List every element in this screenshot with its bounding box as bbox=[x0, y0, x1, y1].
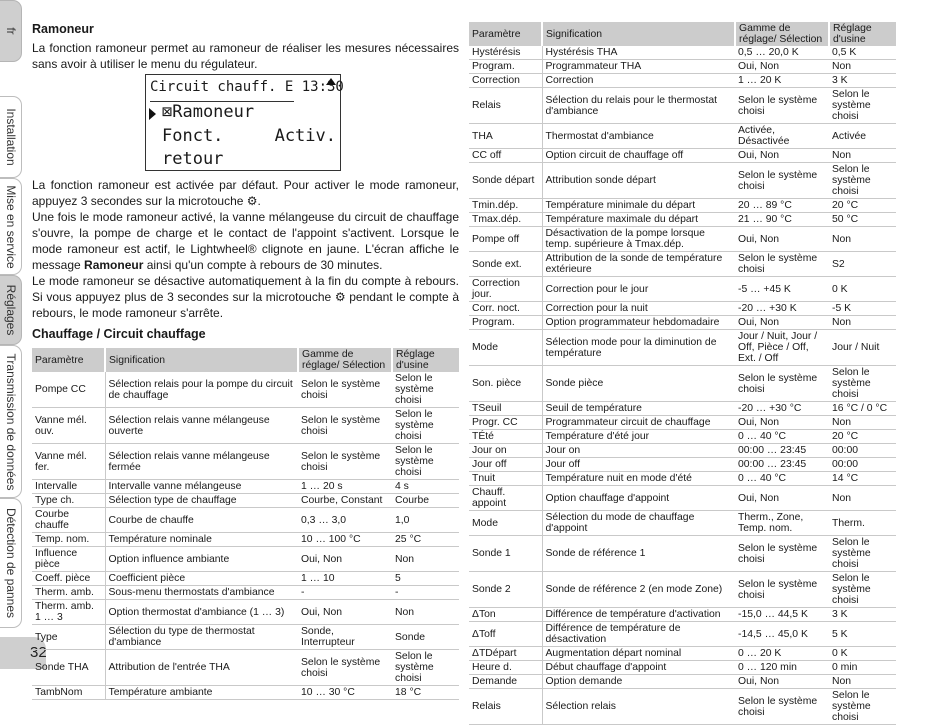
cell-signification: Thermostat d'ambiance bbox=[542, 124, 735, 149]
cell-parametre: Intervalle bbox=[32, 480, 105, 494]
table-row bbox=[469, 689, 896, 725]
cell-gamme: Selon le système choisi bbox=[735, 689, 829, 725]
cell-parametre: Sonde 1 bbox=[469, 536, 542, 572]
cell-gamme: Selon le système choisi bbox=[298, 372, 392, 408]
cell-gamme: 00:00 … 23:45 bbox=[735, 444, 829, 458]
col-header-gamme: Gamme de réglage/ Sélection bbox=[735, 22, 829, 46]
table-row bbox=[32, 533, 459, 547]
paragraph-intro: La fonction ramoneur permet au ramoneur de réaliser les mesures nécessaires sans avoir à utiliser le menu du régulateur. bbox=[32, 41, 459, 71]
lcd-header: Circuit chauff. E 13:30 bbox=[150, 79, 344, 95]
page-number: 32 bbox=[0, 637, 46, 669]
cell-reglage: 20 °C bbox=[829, 199, 896, 213]
table-row bbox=[469, 199, 896, 213]
cell-signification: Sélection du relais pour le thermostat d'ambiance bbox=[542, 88, 735, 124]
table-row bbox=[469, 472, 896, 486]
table-row bbox=[469, 163, 896, 199]
table-row bbox=[469, 213, 896, 227]
cell-gamme: Jour / Nuit, Jour / Off, Pièce / Off, Ext. / Off bbox=[735, 330, 829, 366]
cell-signification: Programmateur circuit de chauffage bbox=[542, 416, 735, 430]
cell-reglage: 0 min bbox=[829, 661, 896, 675]
cell-signification: Température minimale du départ bbox=[542, 199, 735, 213]
cell-parametre: Mode bbox=[469, 330, 542, 366]
cell-gamme: 21 … 90 °C bbox=[735, 213, 829, 227]
cell-reglage: Non bbox=[392, 600, 459, 625]
cell-parametre: Corr. noct. bbox=[469, 302, 542, 316]
cell-gamme: - bbox=[298, 586, 392, 600]
cell-gamme: -20 … +30 K bbox=[735, 302, 829, 316]
lcd-line-retour: retour bbox=[162, 149, 224, 169]
table-row bbox=[32, 372, 459, 408]
lcd-line-activ: Activ. bbox=[274, 126, 336, 146]
cell-parametre: Type ch. bbox=[32, 494, 105, 508]
cell-signification: Sous-menu thermostats d'ambiance bbox=[105, 586, 298, 600]
cell-reglage: Jour / Nuit bbox=[829, 330, 896, 366]
cell-parametre: TSeuil bbox=[469, 402, 542, 416]
cell-reglage: Non bbox=[829, 486, 896, 511]
cell-parametre: Hystérésis bbox=[469, 46, 542, 60]
table-row bbox=[469, 149, 896, 163]
cell-signification: Sélection relais vanne mélangeuse ouverte bbox=[105, 408, 298, 444]
cell-parametre: CC off bbox=[469, 149, 542, 163]
cell-signification: Option programmateur hebdomadaire bbox=[542, 316, 735, 330]
section-title-ramoneur: Ramoneur bbox=[32, 22, 94, 36]
tab-reglages[interactable]: Réglages bbox=[0, 275, 22, 345]
cursor-arrow-icon bbox=[149, 108, 156, 120]
table-row bbox=[32, 480, 459, 494]
cell-reglage: Non bbox=[392, 547, 459, 572]
col-header-signification: Signification bbox=[542, 22, 735, 46]
table-row bbox=[469, 416, 896, 430]
table-row bbox=[469, 430, 896, 444]
cell-parametre: Vanne mél. fer. bbox=[32, 444, 105, 480]
paragraph-activation: La fonction ramoneur est activée par défaut. Pour activer le mode ramoneur, appuyez 3 secondes sur la microtouche ⚙. bbox=[32, 178, 459, 208]
cell-gamme: Oui, Non bbox=[735, 149, 829, 163]
cell-parametre: Therm. amb. 1 … 3 bbox=[32, 600, 105, 625]
cell-signification: Correction pour le jour bbox=[542, 277, 735, 302]
lcd-line-fonct: Fonct. bbox=[162, 126, 224, 146]
cell-reglage: Selon le système choisi bbox=[392, 444, 459, 480]
table-row bbox=[469, 511, 896, 536]
cell-reglage: Non bbox=[829, 149, 896, 163]
chapter-tabs bbox=[0, 0, 24, 669]
chauffage-table bbox=[32, 348, 459, 700]
table-row bbox=[32, 686, 459, 700]
cell-gamme: -15,0 … 44,5 K bbox=[735, 608, 829, 622]
cell-signification: Attribution de la sonde de température extérieure bbox=[542, 252, 735, 277]
cell-gamme: Selon le système choisi bbox=[735, 88, 829, 124]
cell-signification: Sélection relais vanne mélangeuse fermée bbox=[105, 444, 298, 480]
cell-reglage: Selon le système choisi bbox=[829, 689, 896, 725]
cell-signification: Température nominale bbox=[105, 533, 298, 547]
cell-signification: Programmateur THA bbox=[542, 60, 735, 74]
cell-signification: Différence de température de désactivation bbox=[542, 622, 735, 647]
table-row bbox=[32, 444, 459, 480]
parameters-table bbox=[469, 22, 896, 725]
cell-signification: Jour on bbox=[542, 444, 735, 458]
table-row bbox=[469, 88, 896, 124]
cell-reglage: Selon le système choisi bbox=[829, 163, 896, 199]
cell-gamme: 1 … 20 s bbox=[298, 480, 392, 494]
cell-signification: Intervalle vanne mélangeuse bbox=[105, 480, 298, 494]
cell-reglage: -5 K bbox=[829, 302, 896, 316]
scroll-up-icon bbox=[326, 78, 336, 85]
cell-signification: Sélection du type de thermostat d'ambiance bbox=[105, 625, 298, 650]
col-header-signification: Signification bbox=[105, 348, 298, 372]
cell-signification: Différence de température d'activation bbox=[542, 608, 735, 622]
cell-parametre: Pompe off bbox=[469, 227, 542, 252]
cell-signification: Sonde pièce bbox=[542, 366, 735, 402]
cell-reglage: 00:00 bbox=[829, 458, 896, 472]
cell-reglage: 25 °C bbox=[392, 533, 459, 547]
cell-reglage: Selon le système choisi bbox=[392, 408, 459, 444]
cell-gamme: Oui, Non bbox=[735, 316, 829, 330]
table-row bbox=[469, 46, 896, 60]
cell-gamme: Sonde, Interrupteur bbox=[298, 625, 392, 650]
cell-reglage: Non bbox=[829, 227, 896, 252]
cell-gamme: 0,5 … 20,0 K bbox=[735, 46, 829, 60]
cell-reglage: 3 K bbox=[829, 608, 896, 622]
cell-gamme: Oui, Non bbox=[735, 416, 829, 430]
cell-signification: Température nuit en mode d'été bbox=[542, 472, 735, 486]
cell-signification: Sélection du mode de chauffage d'appoint bbox=[542, 511, 735, 536]
cell-gamme: 0 … 20 K bbox=[735, 647, 829, 661]
cell-parametre: ΔTon bbox=[469, 608, 542, 622]
cell-gamme: Courbe, Constant bbox=[298, 494, 392, 508]
cell-reglage: 1,0 bbox=[392, 508, 459, 533]
table-row bbox=[469, 316, 896, 330]
cell-reglage: Non bbox=[829, 416, 896, 430]
cell-signification: Sélection type de chauffage bbox=[105, 494, 298, 508]
cell-parametre: Coeff. pièce bbox=[32, 572, 105, 586]
cell-parametre: Type bbox=[32, 625, 105, 650]
table-row bbox=[32, 586, 459, 600]
cell-gamme: Selon le système choisi bbox=[735, 366, 829, 402]
cell-reglage: 18 °C bbox=[392, 686, 459, 700]
table-row bbox=[32, 408, 459, 444]
cell-gamme: Selon le système choisi bbox=[735, 252, 829, 277]
cell-reglage: Selon le système choisi bbox=[829, 536, 896, 572]
cell-parametre: Relais bbox=[469, 689, 542, 725]
cell-reglage: 5 K bbox=[829, 622, 896, 647]
table-row bbox=[469, 444, 896, 458]
cell-signification: Option influence ambiante bbox=[105, 547, 298, 572]
cell-signification: Désactivation de la pompe lorsque temp. supérieure à Tmax.dép. bbox=[542, 227, 735, 252]
cell-parametre: Mode bbox=[469, 511, 542, 536]
cell-gamme: 10 … 100 °C bbox=[298, 533, 392, 547]
cell-gamme: Selon le système choisi bbox=[735, 163, 829, 199]
col-header-parametre: Paramètre bbox=[32, 348, 105, 372]
cell-signification: Seuil de température bbox=[542, 402, 735, 416]
table-row bbox=[469, 277, 896, 302]
table-row bbox=[32, 494, 459, 508]
table-row bbox=[32, 572, 459, 586]
cell-parametre: TÉté bbox=[469, 430, 542, 444]
cell-gamme: Oui, Non bbox=[735, 227, 829, 252]
table-row bbox=[469, 536, 896, 572]
cell-signification: Option thermostat d'ambiance (1 … 3) bbox=[105, 600, 298, 625]
cell-gamme: Selon le système choisi bbox=[298, 650, 392, 686]
cell-signification: Augmentation départ nominal bbox=[542, 647, 735, 661]
cell-parametre: Tnuit bbox=[469, 472, 542, 486]
cell-reglage: - bbox=[392, 586, 459, 600]
table-row bbox=[32, 547, 459, 572]
cell-gamme: Oui, Non bbox=[298, 600, 392, 625]
cell-reglage: Selon le système choisi bbox=[829, 88, 896, 124]
cell-gamme: Oui, Non bbox=[735, 60, 829, 74]
cell-parametre: Sonde THA bbox=[32, 650, 105, 686]
lcd-display bbox=[145, 74, 344, 171]
cell-signification: Coefficient pièce bbox=[105, 572, 298, 586]
cell-gamme: Selon le système choisi bbox=[735, 536, 829, 572]
cell-reglage: 14 °C bbox=[829, 472, 896, 486]
cell-reglage: Therm. bbox=[829, 511, 896, 536]
cell-signification: Température maximale du départ bbox=[542, 213, 735, 227]
cell-parametre: Progr. CC bbox=[469, 416, 542, 430]
table-row bbox=[469, 227, 896, 252]
table-row bbox=[469, 622, 896, 647]
cell-signification: Attribution sonde départ bbox=[542, 163, 735, 199]
cell-reglage: Non bbox=[829, 675, 896, 689]
cell-signification: Sélection mode pour la diminution de température bbox=[542, 330, 735, 366]
cell-gamme: 00:00 … 23:45 bbox=[735, 458, 829, 472]
cell-signification: Sélection relais bbox=[542, 689, 735, 725]
cell-signification: Jour off bbox=[542, 458, 735, 472]
paragraph-deactivation: Le mode ramoneur se désactive automatiquement à la fin du compte à rebours. Si vous appuyez plus de 3 secondes sur la microtouche ⚙ pendant le compte à rebours, le mode ramoneur s'arrête. bbox=[32, 274, 459, 320]
cell-gamme: -20 … +30 °C bbox=[735, 402, 829, 416]
cell-parametre: THA bbox=[469, 124, 542, 149]
cell-gamme: Activée, Désactivée bbox=[735, 124, 829, 149]
cell-parametre: Sonde 2 bbox=[469, 572, 542, 608]
cell-parametre: ΔToff bbox=[469, 622, 542, 647]
table-row bbox=[469, 252, 896, 277]
cell-gamme: 20 … 89 °C bbox=[735, 199, 829, 213]
table-row bbox=[469, 675, 896, 689]
table-row bbox=[32, 625, 459, 650]
cell-parametre: Relais bbox=[469, 88, 542, 124]
cell-reglage: Sonde bbox=[392, 625, 459, 650]
cell-gamme: Selon le système choisi bbox=[298, 408, 392, 444]
col-header-reglage: Réglage d'usine bbox=[392, 348, 459, 372]
col-header-gamme: Gamme de réglage/ Sélection bbox=[298, 348, 392, 372]
cell-parametre: Temp. nom. bbox=[32, 533, 105, 547]
cell-parametre: Son. pièce bbox=[469, 366, 542, 402]
cell-parametre: Chauff. appoint bbox=[469, 486, 542, 511]
cell-parametre: Jour off bbox=[469, 458, 542, 472]
cell-gamme: 0 … 120 min bbox=[735, 661, 829, 675]
cell-signification: Début chauffage d'appoint bbox=[542, 661, 735, 675]
tab-mise-en-service[interactable]: Mise en service bbox=[0, 178, 22, 275]
cell-parametre: Courbe chauffe bbox=[32, 508, 105, 533]
cell-signification: Température d'été jour bbox=[542, 430, 735, 444]
table-row bbox=[32, 600, 459, 625]
cell-signification: Sonde de référence 1 bbox=[542, 536, 735, 572]
cell-signification: Attribution de l'entrée THA bbox=[105, 650, 298, 686]
cell-signification: Courbe de chauffe bbox=[105, 508, 298, 533]
table-row bbox=[469, 330, 896, 366]
cell-gamme: 1 … 20 K bbox=[735, 74, 829, 88]
cell-gamme: 10 … 30 °C bbox=[298, 686, 392, 700]
cell-gamme: 0,3 … 3,0 bbox=[298, 508, 392, 533]
cell-gamme: -5 … +45 K bbox=[735, 277, 829, 302]
cell-reglage: 3 K bbox=[829, 74, 896, 88]
cell-signification: Hystérésis THA bbox=[542, 46, 735, 60]
col-header-reglage: Réglage d'usine bbox=[829, 22, 896, 46]
cell-parametre: Program. bbox=[469, 316, 542, 330]
cell-signification: Correction bbox=[542, 74, 735, 88]
cell-gamme: Selon le système choisi bbox=[735, 572, 829, 608]
cell-reglage: 5 bbox=[392, 572, 459, 586]
tab-fr[interactable]: fr bbox=[0, 0, 22, 62]
col-header-parametre: Paramètre bbox=[469, 22, 542, 46]
table-row bbox=[469, 647, 896, 661]
table-row bbox=[469, 402, 896, 416]
cell-reglage: Courbe bbox=[392, 494, 459, 508]
cell-parametre: Demande bbox=[469, 675, 542, 689]
cell-reglage: S2 bbox=[829, 252, 896, 277]
cell-reglage: 0 K bbox=[829, 647, 896, 661]
table-row bbox=[469, 608, 896, 622]
cell-gamme: Therm., Zone, Temp. nom. bbox=[735, 511, 829, 536]
table-row bbox=[469, 366, 896, 402]
cell-reglage: 50 °C bbox=[829, 213, 896, 227]
cell-signification: Option circuit de chauffage off bbox=[542, 149, 735, 163]
cell-parametre: Pompe CC bbox=[32, 372, 105, 408]
cell-reglage: 4 s bbox=[392, 480, 459, 494]
cell-parametre: Heure d. bbox=[469, 661, 542, 675]
cell-reglage: Non bbox=[829, 316, 896, 330]
cell-signification: Correction pour la nuit bbox=[542, 302, 735, 316]
table-row bbox=[32, 650, 459, 686]
cell-reglage: 16 °C / 0 °C bbox=[829, 402, 896, 416]
cell-parametre: Program. bbox=[469, 60, 542, 74]
tab-detection[interactable]: Détection de pannes bbox=[0, 498, 22, 628]
cell-parametre: Jour on bbox=[469, 444, 542, 458]
table-row bbox=[469, 60, 896, 74]
cell-reglage: Non bbox=[829, 60, 896, 74]
cell-parametre: TambNom bbox=[32, 686, 105, 700]
section-title-chauffage: Chauffage / Circuit chauffage bbox=[32, 327, 206, 341]
cell-parametre: Sonde ext. bbox=[469, 252, 542, 277]
cell-signification: Sélection relais pour la pompe du circuit de chauffage bbox=[105, 372, 298, 408]
table-row bbox=[469, 124, 896, 149]
table-row bbox=[32, 508, 459, 533]
table-row bbox=[469, 572, 896, 608]
cell-gamme: 0 … 40 °C bbox=[735, 472, 829, 486]
cell-reglage: 20 °C bbox=[829, 430, 896, 444]
cell-signification: Option demande bbox=[542, 675, 735, 689]
cell-gamme: 0 … 40 °C bbox=[735, 430, 829, 444]
cell-signification: Option chauffage d'appoint bbox=[542, 486, 735, 511]
lcd-line-ramoneur: ⊠Ramoneur bbox=[162, 102, 255, 122]
cell-reglage: 0,5 K bbox=[829, 46, 896, 60]
cell-parametre: Influence pièce bbox=[32, 547, 105, 572]
cell-gamme: 1 … 10 bbox=[298, 572, 392, 586]
cell-gamme: Selon le système choisi bbox=[298, 444, 392, 480]
paragraph-mode: Une fois le mode ramoneur activé, la vanne mélangeuse du circuit de chauffage s'ouvre, la pompe de charge et le contact de l'appoint s'activent. Lorsque le mode ramoneur est actif, le Lightwheel® clignote en jaune. L'écran affiche le message Ramoneur ainsi qu'un compte à rebours de 30 minutes. bbox=[32, 210, 459, 272]
table-row bbox=[469, 74, 896, 88]
cell-reglage: Selon le système choisi bbox=[829, 572, 896, 608]
cell-parametre: Tmin.dép. bbox=[469, 199, 542, 213]
cell-signification: Sonde de référence 2 (en mode Zone) bbox=[542, 572, 735, 608]
cell-gamme: Oui, Non bbox=[735, 486, 829, 511]
cell-signification: Température ambiante bbox=[105, 686, 298, 700]
cell-reglage: 0 K bbox=[829, 277, 896, 302]
cell-parametre: Correction jour. bbox=[469, 277, 542, 302]
cell-parametre: ΔTDépart bbox=[469, 647, 542, 661]
cell-parametre: Vanne mél. ouv. bbox=[32, 408, 105, 444]
cell-gamme: Oui, Non bbox=[298, 547, 392, 572]
cell-reglage: Selon le système choisi bbox=[392, 372, 459, 408]
cell-reglage: Activée bbox=[829, 124, 896, 149]
cell-parametre: Therm. amb. bbox=[32, 586, 105, 600]
cell-reglage: Selon le système choisi bbox=[829, 366, 896, 402]
table-row bbox=[469, 302, 896, 316]
table-row bbox=[469, 458, 896, 472]
tab-installation[interactable]: Installation bbox=[0, 96, 22, 178]
table-row bbox=[469, 661, 896, 675]
cell-reglage: Selon le système choisi bbox=[392, 650, 459, 686]
cell-parametre: Sonde départ bbox=[469, 163, 542, 199]
table-row bbox=[469, 486, 896, 511]
tab-transmission[interactable]: Transmission de données bbox=[0, 345, 22, 498]
cell-parametre: Tmax.dép. bbox=[469, 213, 542, 227]
cell-reglage: 00:00 bbox=[829, 444, 896, 458]
cell-gamme: -14,5 … 45,0 K bbox=[735, 622, 829, 647]
cell-gamme: Oui, Non bbox=[735, 675, 829, 689]
cell-parametre: Correction bbox=[469, 74, 542, 88]
